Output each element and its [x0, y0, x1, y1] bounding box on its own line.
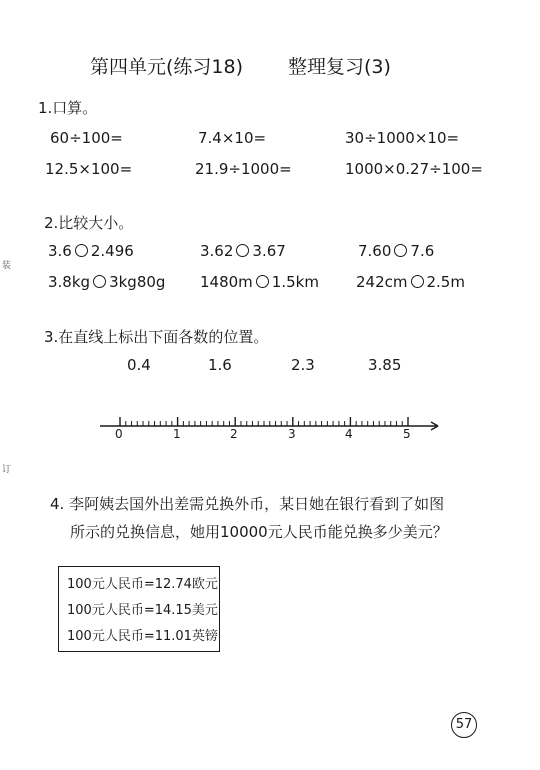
- calc-1-3: 30÷1000×10=: [345, 129, 460, 147]
- compare-1-3: [358, 242, 434, 260]
- compare-left: 3.62: [200, 242, 234, 260]
- compare-2-1: [48, 273, 165, 291]
- compare-right: 1.5km: [271, 273, 319, 291]
- page-number: 57: [451, 712, 477, 738]
- rate-gbp: 100元人民币=11.01英镑: [67, 629, 218, 644]
- calc-1-2: 7.4×10=: [198, 129, 267, 147]
- answer-circle[interactable]: [93, 275, 106, 288]
- section4-line2: 所示的兑换信息，她用10000元人民币能兑换多少美元？: [70, 523, 448, 541]
- compare-2-2: [200, 273, 319, 291]
- answer-circle[interactable]: [256, 275, 269, 288]
- calc-2-3: 1000×0.27÷100=: [345, 160, 483, 178]
- compare-right: 3.67: [252, 242, 286, 260]
- number-3: 2.3: [291, 356, 315, 374]
- compare-2-3: [356, 273, 465, 291]
- compare-left: 1480m: [200, 273, 253, 291]
- unit-title: 第四单元(练习18): [90, 56, 244, 78]
- calc-2-1: 12.5×100=: [45, 160, 133, 178]
- compare-1-2: [200, 242, 286, 260]
- axis-label-1: 1: [173, 427, 181, 441]
- section2-heading: 2.比较大小。: [44, 214, 134, 232]
- compare-left: 242cm: [356, 273, 408, 291]
- exchange-rates-box: [58, 566, 220, 652]
- answer-circle[interactable]: [236, 244, 249, 257]
- margin-mark-2: 订: [2, 465, 12, 475]
- axis-label-0: 0: [115, 427, 123, 441]
- answer-circle[interactable]: [411, 275, 424, 288]
- number-line-ticks: [120, 417, 408, 426]
- number-1: 0.4: [127, 356, 151, 374]
- answer-circle[interactable]: [394, 244, 407, 257]
- calc-2-2: 21.9÷1000=: [195, 160, 292, 178]
- compare-1-1: [48, 242, 134, 260]
- axis-label-3: 3: [288, 427, 296, 441]
- number-line[interactable]: [95, 408, 455, 448]
- section3-heading: 3.在直线上标出下面各数的位置。: [44, 328, 269, 346]
- number-4: 3.85: [368, 356, 402, 374]
- compare-left: 7.60: [358, 242, 392, 260]
- compare-left: 3.6: [48, 242, 72, 260]
- number-2: 1.6: [208, 356, 232, 374]
- margin-mark-1: 装: [2, 261, 12, 271]
- compare-right: 7.6: [410, 242, 435, 260]
- compare-right: 2.5m: [426, 273, 465, 291]
- section4-line1: 4. 李阿姨去国外出差需兑换外币，某日她在银行看到了如图: [50, 495, 445, 513]
- compare-left: 3.8kg: [48, 273, 91, 291]
- compare-right: 2.496: [90, 242, 134, 260]
- axis-label-2: 2: [230, 427, 238, 441]
- rate-euro: 100元人民币=12.74欧元: [67, 577, 218, 592]
- section1-heading: 1.口算。: [38, 99, 98, 117]
- rate-usd: 100元人民币=14.15美元: [67, 603, 218, 618]
- calc-1-1: 60÷100=: [50, 129, 123, 147]
- axis-label-5: 5: [403, 427, 411, 441]
- axis-label-4: 4: [345, 427, 353, 441]
- compare-right: 3kg80g: [109, 273, 166, 291]
- answer-circle[interactable]: [75, 244, 88, 257]
- review-title: 整理复习(3): [288, 56, 391, 78]
